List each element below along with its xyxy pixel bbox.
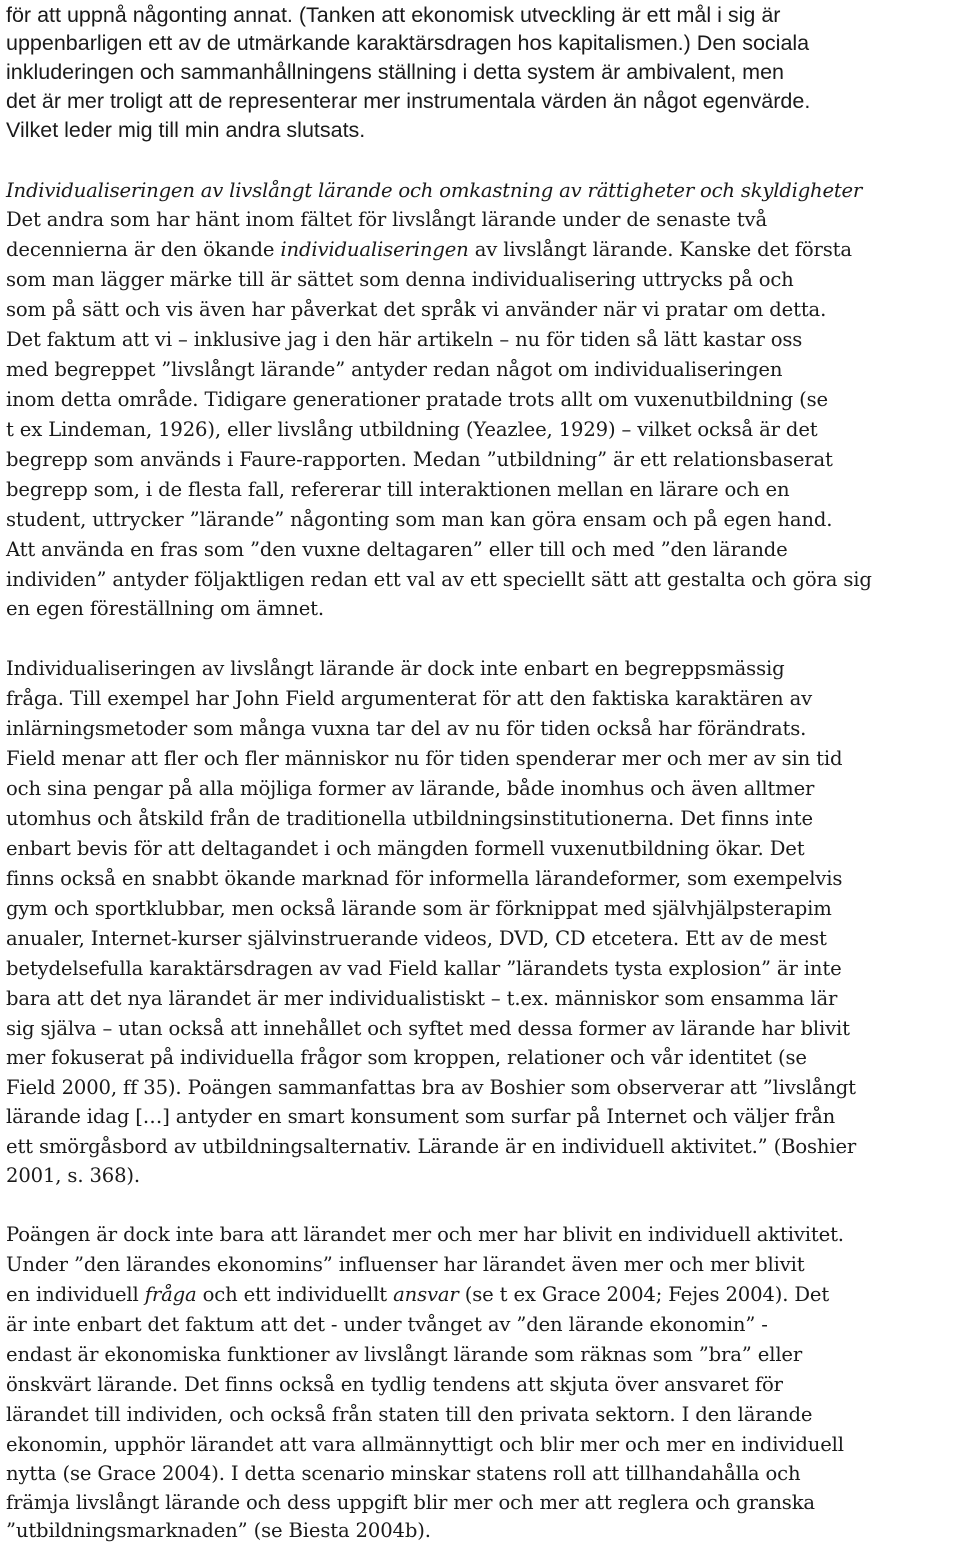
paragraph-line: betydelsefulla karaktärsdragen av vad Field kallar ”lärandets tysta explosion” är inte (6, 957, 842, 980)
paragraph-line (6, 235, 852, 265)
paragraph-line: gym och sportklubbar, men också lärande som är förknippat med självhjälpsterapim (6, 897, 832, 920)
intro-line: för att uppnå någonting annat. (Tanken att ekonomisk utveckling är ett mål i sig är (6, 3, 781, 27)
paragraph-line: 2001, s. 368). (6, 1164, 141, 1187)
paragraph-line: sig själva – utan också att innehållet och syftet med dessa former av lärande har blivit (6, 1017, 850, 1040)
paragraph-line: Field 2000, ff 35). Poängen sammanfattas bra av Boshier som observerar att ”livslångt (6, 1076, 856, 1099)
paragraph-line: ett smörgåsbord av utbildningsalternativ. Lärande är en individuell aktivitet.” (Boshier (6, 1135, 857, 1158)
paragraph-line: med begreppet ”livslångt lärande” antyder redan något om individualiseringen (6, 358, 783, 381)
text-span: (se t ex Grace 2004; Fejes 2004). Det (458, 1283, 830, 1306)
paragraph-line: och sina pengar på alla möjliga former av lärande, både inomhus och även alltmer (6, 777, 815, 800)
paragraph-line: utomhus och åtskild från de traditionella utbildningsinstitutionerna. Det finns inte (6, 807, 813, 830)
paragraph-line: som man lägger märke till är sättet som denna individualisering uttrycks på och (6, 268, 794, 291)
paragraph-line: student, uttrycker ”lärande” någonting som man kan göra ensam och på egen hand. (6, 508, 833, 531)
emphasis-text: individualiseringen (280, 238, 469, 261)
paragraph-line: mer fokuserat på individuella frågor som kroppen, relationer och vår identitet (se (6, 1046, 807, 1069)
intro-line: uppenbarligen ett av de utmärkande karaktärsdragen hos kapitalismen.) Den sociala (6, 31, 810, 55)
paragraph-line: inom detta område. Tidigare generationer pratade trots allt om vuxenutbildning (se (6, 388, 828, 411)
paragraph-line: är inte enbart det faktum att det - under tvånget av ”den lärande ekonomin” - (6, 1313, 768, 1336)
paragraph-line: främja livslångt lärande och dess uppgift blir mer och mer att reglera och granska (6, 1491, 815, 1514)
paragraph-line: Under ”den lärandes ekonomins” influenser har lärandet även mer och mer blivit (6, 1253, 805, 1276)
paragraph-line (6, 1280, 829, 1310)
paragraph-line: Det faktum att vi – inklusive jag i den här artikeln – nu för tiden så lätt kastar oss (6, 328, 803, 351)
paragraph-line: individen” antyder följaktligen redan ett val av ett speciellt sätt att gestalta och göra sig (6, 568, 872, 591)
intro-line: det är mer troligt att de representerar mer instrumentala värden än något egenvärde. (6, 89, 811, 113)
emphasis-text: ansvar (393, 1283, 459, 1306)
text-span: och ett individuellt (196, 1283, 394, 1306)
paragraph-line: som på sätt och vis även har påverkat det språk vi använder när vi pratar om detta. (6, 298, 827, 321)
section-heading: Individualiseringen av livslångt lärande och omkastning av rättigheter och skyldigheter (6, 179, 863, 202)
intro-line: Vilket leder mig till min andra slutsats. (6, 118, 366, 142)
paragraph-line: finns också en snabbt ökande marknad för informella lärandeformer, som exempelvis (6, 867, 843, 890)
text-span: av livslångt lärande. Kanske det första (468, 238, 852, 261)
paragraph-line: önskvärt lärande. Det finns också en tydlig tendens att skjuta över ansvaret för (6, 1373, 783, 1396)
paragraph-line: lärande idag […] antyder en smart konsument som surfar på Internet och väljer från (6, 1105, 836, 1128)
paragraph-line: anualer, Internet-kurser självinstruerande videos, DVD, CD etcetera. Ett av de mest (6, 927, 827, 950)
paragraph-line: begrepp som, i de flesta fall, refererar till interaktionen mellan en lärare och en (6, 478, 790, 501)
paragraph-line: bara att det nya lärandet är mer individualistiskt – t.ex. människor som ensamma lär (6, 987, 838, 1010)
paragraph-line: Field menar att fler och fler människor nu för tiden spenderar mer och mer av sin tid (6, 747, 843, 770)
paragraph-line: Poängen är dock inte bara att lärandet mer och mer har blivit en individuell aktivitet. (6, 1223, 844, 1246)
paragraph-line: fråga. Till exempel har John Field argumenterat för att den faktiska karaktären av (6, 687, 813, 710)
paragraph-line: Att använda en fras som ”den vuxne deltagaren” eller till och med ”den lärande (6, 538, 788, 561)
paragraph-line: begrepp som används i Faure-rapporten. Medan ”utbildning” är ett relationsbaserat (6, 448, 833, 471)
paragraph-line: t ex Lindeman, 1926), eller livslång utbildning (Yeazlee, 1929) – vilket också är det (6, 418, 818, 441)
paragraph-line: ekonomin, upphör lärandet att vara allmännyttigt och blir mer och mer en individuell (6, 1433, 844, 1456)
paragraph-line: Individualiseringen av livslångt lärande är dock inte enbart en begreppsmässig (6, 657, 785, 680)
paragraph-line: ”utbildningsmarknaden” (se Biesta 2004b). (6, 1519, 431, 1542)
paragraph-line: enbart bevis för att deltagandet i och mängden formell vuxenutbildning ökar. Det (6, 837, 805, 860)
text-span: en individuell (6, 1283, 145, 1306)
paragraph-line: endast är ekonomiska funktioner av livslångt lärande som räknas som ”bra” eller (6, 1343, 803, 1366)
emphasis-text: fråga (144, 1283, 197, 1306)
paragraph-line: lärandet till individen, och också från staten till den privata sektorn. I den lärande (6, 1403, 813, 1426)
intro-line: inkluderingen och sammanhållningens ställning i detta system är ambivalent, men (6, 60, 784, 84)
paragraph-line: nytta (se Grace 2004). I detta scenario minskar statens roll att tillhandahålla och (6, 1462, 801, 1485)
text-span: decennierna är den ökande (6, 238, 281, 261)
paragraph-line: inlärningsmetoder som många vuxna tar del av nu för tiden också har förändrats. (6, 717, 807, 740)
paragraph-line: en egen föreställning om ämnet. (6, 597, 324, 620)
paragraph-line: Det andra som har hänt inom fältet för livslångt lärande under de senaste två (6, 208, 767, 231)
